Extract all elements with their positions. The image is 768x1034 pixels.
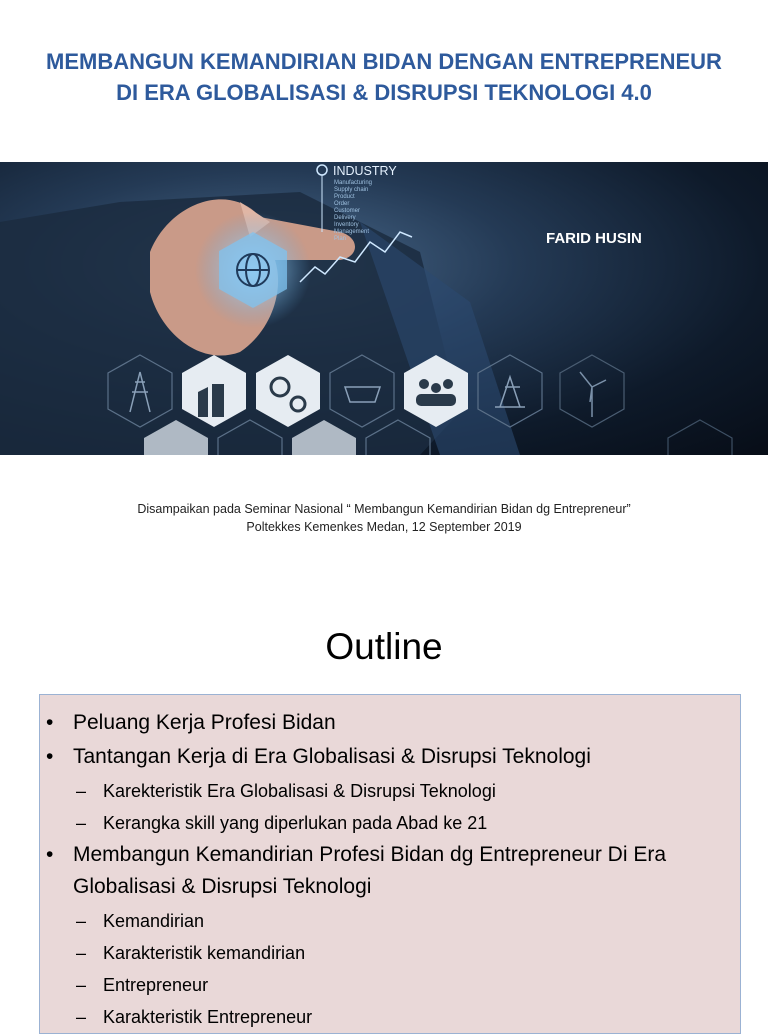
outline-heading: Outline <box>325 626 443 667</box>
outline-list <box>40 707 740 1033</box>
wind-turbine-icon <box>580 372 606 417</box>
outline-subitem-text: Karakteristik kemandirian <box>103 943 306 963</box>
menu-item: Management <box>334 229 370 235</box>
menu-item: Manufacturing <box>334 180 373 186</box>
outline-subitem <box>40 969 740 1001</box>
outline-subitem-text: Karakteristik Entrepreneur <box>103 1007 313 1027</box>
lower-hexagon <box>668 420 732 455</box>
dash-icon: – <box>76 1007 87 1027</box>
outline-subitem <box>40 937 740 969</box>
menu-item: Order <box>334 201 350 207</box>
industry-menu <box>334 180 372 242</box>
outline-item <box>40 707 740 739</box>
title-line-2: DI ERA GLOBALISASI & DISRUPSI TEKNOLOGI 4.0 <box>116 80 652 105</box>
bullet-icon: • <box>46 843 54 866</box>
menu-item: Supply chain <box>334 187 369 193</box>
dash-icon: – <box>76 813 87 833</box>
outline-item <box>40 741 740 773</box>
menu-item: Delivery <box>334 215 356 221</box>
industry-banner-image <box>0 162 768 455</box>
presenter-name: FARID HUSIN <box>546 230 642 247</box>
menu-item: Plan <box>334 236 347 242</box>
dash-icon: – <box>76 911 87 931</box>
menu-item: Customer <box>334 208 361 214</box>
subtitle-line-1: Disampaikan pada Seminar Nasional “ Membangun Kemandirian Bidan dg Entrepreneur” <box>137 502 631 516</box>
outline-subitem-text: Kemandirian <box>103 911 205 931</box>
outline-subitem <box>40 905 740 937</box>
bullet-icon: • <box>46 745 54 768</box>
subtitle-line-2: Poltekkes Kemenkes Medan, 12 September 2019 <box>246 520 522 534</box>
outline-item-text: Membangun Kemandirian Profesi Bidan dg Entrepreneur Di Era Globalisasi & Disrupsi Teknologi <box>73 843 666 898</box>
industry-dot-icon <box>317 165 327 175</box>
banner-illustration <box>0 162 768 455</box>
outline-subitem <box>40 775 740 807</box>
outline-content-box <box>39 694 741 1034</box>
slide-title <box>0 46 768 108</box>
bullet-icon: • <box>46 711 54 734</box>
menu-item: Product <box>334 194 355 200</box>
dash-icon: – <box>76 781 87 801</box>
outline-subitem-text: Karekteristik Era Globalisasi & Disrupsi Teknologi <box>103 781 496 801</box>
outline-subitem-text: Entrepreneur <box>103 975 209 995</box>
outline-item-text: Tantangan Kerja di Era Globalisasi & Disrupsi Teknologi <box>73 745 591 768</box>
dash-icon: – <box>76 975 87 995</box>
title-line-1: MEMBANGUN KEMANDIRIAN BIDAN DENGAN ENTREPRENEUR <box>46 49 722 74</box>
outline-subitem-text: Kerangka skill yang diperlukan pada Abad ke 21 <box>103 813 488 833</box>
outline-subitem <box>40 1001 740 1033</box>
outline-slide <box>0 576 768 1027</box>
menu-item: Inventory <box>334 222 359 228</box>
event-subtitle <box>0 500 768 536</box>
outline-item-text: Peluang Kerja Profesi Bidan <box>73 711 336 734</box>
dash-icon: – <box>76 943 87 963</box>
industry-label: INDUSTRY <box>333 164 397 178</box>
outline-subitem <box>40 807 740 839</box>
outline-item <box>40 839 740 903</box>
